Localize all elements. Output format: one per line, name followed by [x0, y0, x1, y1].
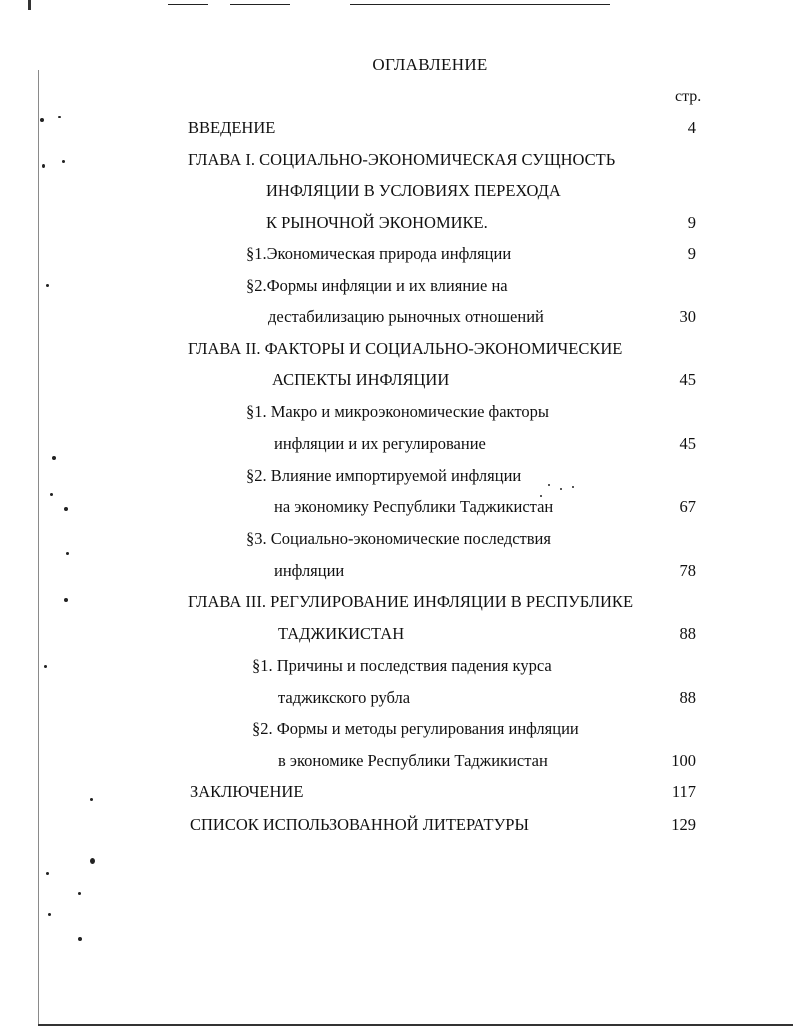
scan-speck [90, 858, 95, 864]
toc-entry-section-2-3: §3. Социально-экономические последствия [246, 529, 551, 548]
toc-page-number: 78 [679, 561, 696, 580]
scan-speck [46, 872, 49, 875]
scan-corner-mark [28, 0, 31, 10]
scan-speck [48, 913, 51, 916]
toc-entry-section-2-3-cont: инфляции [274, 561, 345, 580]
toc-page-number: 45 [679, 434, 696, 453]
scan-speck [52, 456, 56, 460]
toc-page-number: 9 [687, 244, 696, 263]
scan-top-line [350, 4, 610, 5]
page-title: ОГЛАВЛЕНИЕ [372, 55, 488, 74]
scan-speck [548, 484, 550, 486]
toc-entry-section-3-2: §2. Формы и методы регулирования инфляции [252, 719, 579, 738]
scan-speck [50, 493, 53, 496]
toc-entry-bibliography: СПИСОК ИСПОЛЬЗОВАННОЙ ЛИТЕРАТУРЫ [190, 815, 529, 834]
toc-page-number: 45 [679, 370, 696, 389]
toc-page-number: 9 [687, 213, 696, 232]
toc-entry-chapter-1-cont: К РЫНОЧНОЙ ЭКОНОМИКЕ. [266, 213, 488, 232]
scan-bottom-edge [38, 1024, 793, 1026]
toc-entry-introduction: ВВЕДЕНИЕ [188, 118, 276, 137]
scan-speck [64, 507, 68, 511]
scan-speck [62, 160, 65, 163]
scan-speck [58, 116, 61, 118]
toc-entry-conclusion: ЗАКЛЮЧЕНИЕ [190, 782, 304, 801]
toc-entry-section-2-1: §1. Макро и микроэкономические факторы [246, 402, 549, 421]
toc-entry-chapter-2-cont: АСПЕКТЫ ИНФЛЯЦИИ [272, 370, 450, 389]
toc-entry-section-1-1: §1.Экономическая природа инфляции [246, 244, 512, 263]
toc-entry-chapter-3: ГЛАВА III. РЕГУЛИРОВАНИЕ ИНФЛЯЦИИ В РЕСПУБЛИКЕ [188, 592, 634, 611]
toc-entry-section-2-1-cont: инфляции и их регулирование [274, 434, 486, 453]
scan-top-line [168, 4, 208, 5]
toc-entry-chapter-3-cont: ТАДЖИКИСТАН [278, 624, 405, 643]
toc-page-number: 129 [671, 815, 696, 834]
scan-speck [64, 598, 68, 602]
scan-speck [572, 486, 574, 488]
toc-entry-section-3-1-cont: таджикского рубла [278, 688, 411, 707]
toc-page-number: 88 [679, 688, 696, 707]
scan-speck [78, 937, 82, 941]
scan-top-line [230, 4, 290, 5]
toc-entry-chapter-1-cont: ИНФЛЯЦИИ В УСЛОВИЯХ ПЕРЕХОДА [266, 181, 561, 200]
page-column-label: стр. [675, 88, 702, 105]
toc-entry-section-1-2: §2.Формы инфляции и их влияние на [246, 276, 508, 295]
scan-left-edge [38, 70, 39, 1025]
scan-speck [44, 665, 47, 668]
scan-speck [42, 164, 45, 168]
toc-page-number: 4 [687, 118, 696, 137]
toc-entry-chapter-2: ГЛАВА II. ФАКТОРЫ И СОЦИАЛЬНО-ЭКОНОМИЧЕСКИЕ [188, 339, 623, 358]
scan-speck [66, 552, 69, 555]
scan-speck [90, 798, 93, 801]
scan-speck [78, 892, 81, 895]
toc-entry-section-3-2-cont: в экономике Республики Таджикистан [278, 751, 548, 770]
toc-page-number: 67 [679, 497, 696, 516]
toc-page-number: 30 [679, 307, 696, 326]
scan-speck [46, 284, 49, 287]
scan-speck [40, 118, 44, 122]
toc-entry-section-3-1: §1. Причины и последствия падения курса [252, 656, 552, 675]
toc-entry-section-2-2: §2. Влияние импортируемой инфляции [246, 466, 522, 485]
toc-page-number: 88 [679, 624, 696, 643]
scan-speck [560, 488, 562, 490]
toc-entry-section-1-2-cont: дестабилизацию рыночных отношений [268, 307, 544, 326]
toc-entry-chapter-1: ГЛАВА I. СОЦИАЛЬНО-ЭКОНОМИЧЕСКАЯ СУЩНОСТЬ [188, 150, 616, 169]
toc-entry-section-2-2-cont: на экономику Республики Таджикистан [274, 497, 554, 516]
toc-page-number: 100 [671, 751, 696, 770]
toc-page-number: 117 [671, 782, 696, 801]
